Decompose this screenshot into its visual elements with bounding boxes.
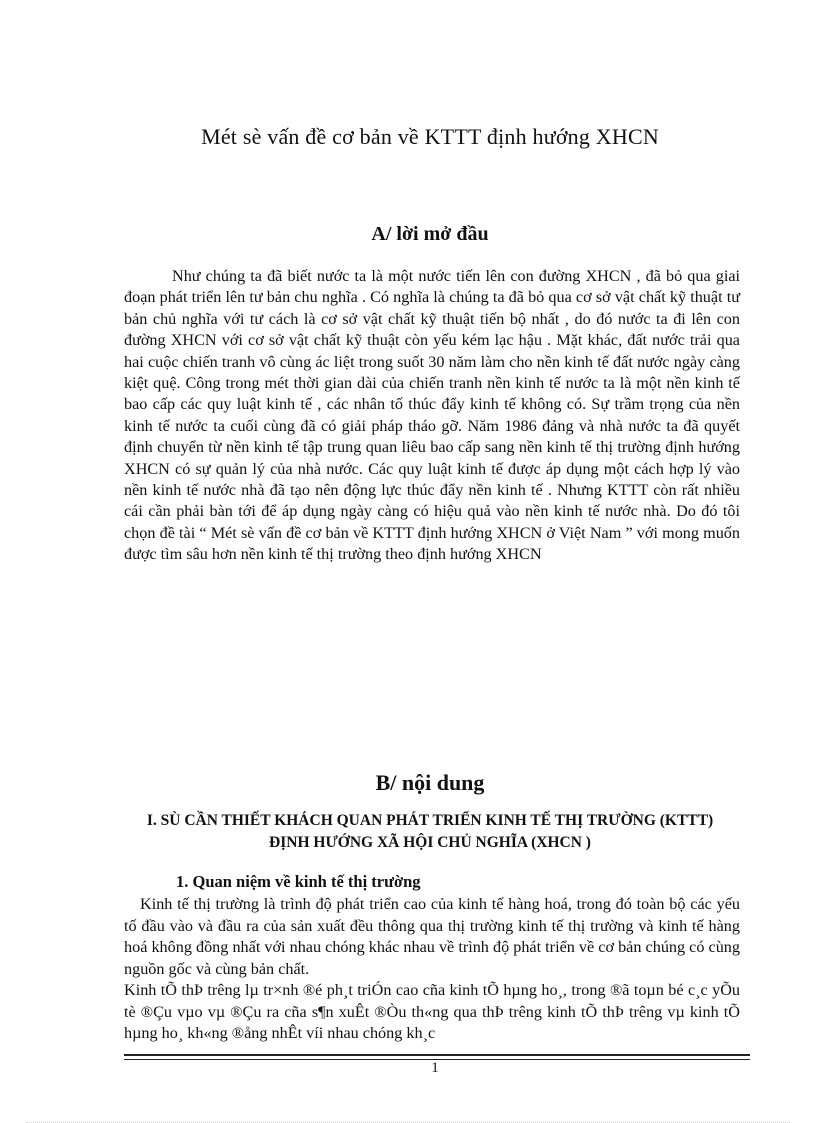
garbled-encoding-paragraph: Kinh tÕ thÞ trêng lµ tr×nh ®é ph¸t triÓn cao cña kinh tÕ hµng ho¸, trong ®ã toµn bé c¸c yÕu tè ®Çu vµo vµ ®Çu ra cña s¶n xuÊt ®Òu th«ng qua thÞ trêng kinh tÕ thÞ trêng vµ kinh tÕ hµng ho¸ kh«ng ®ång nhÊt víi nhau chóng kh¸c: [124, 981, 740, 1043]
document-title: Mét sè vấn đề cơ bản về KTTT định hướng XHCN: [201, 124, 659, 149]
subsection-heading: 1. Quan niệm về kinh tế thị trường: [176, 872, 421, 891]
introduction-paragraph: Như chúng ta đã biết nước ta là một nước tiến lên con đường XHCN , đã bỏ qua giai đoạn phát triển lên tư bản chu nghĩa . Có nghĩa là chúng ta đã bỏ qua cơ sở vật chất kỹ thuật tư bản chủ nghĩa với tư cách là cơ sở vật chất kỹ thuật tiến bộ nhất , do đó nước ta đi lên con đường XHCN với cơ sở vật chất kỹ thuật còn yếu kém lạc hậu . Mặt khác, đất nước trải qua hai cuộc chiến tranh vô cùng ác liệt trong suốt 30 năm làm cho nền kinh tế đất nước ngày càng kiệt quệ. Công trong mét thời gian dài của chiến tranh nền kinh tế nước ta là một nền kinh tế bao cấp các quy luật kinh tế , các nhân tố thúc đẩy kinh tế không có. Sự trầm trọng của nền kinh tế nước ta cuối cùng đã có giải pháp tháo gỡ. Năm 1986 đảng và nhà nước ta đã quyết định chuyển từ nền kinh tế tập trung quan liêu bao cấp sang nền kinh tế thị trường định hướng XHCN có sự quản lý của nhà nước. Các quy luật kinh tế được áp dụng một cách hợp lý vào nền kinh tế nước nhà đã tạo nên động lực thúc đẩy nền kinh tế . Nhưng KTTT còn rất nhiều cái cần phải bàn tới để áp dụng ngày càng có hiệu quả vào nền kinh tế nước nhà. Do đó tôi chọn đề tài “ Mét sè vấn đề cơ bản về KTTT định hướng XHCN ở Việt Nam ” với mong muốn được tìm sâu hơn nền kinh tế thị trường theo định hướng XHCN: [124, 267, 740, 564]
part-i-heading: I. SÙ CẦN THIẾT KHÁCH QUAN PHÁT TRIỂN KINH TẾ THỊ TRƯỜNG (KTTT) ĐỊNH HƯỚNG XÃ HỘI CHỦ NGHĨA (XHCN ): [146, 812, 714, 851]
section-b-heading: B/ nội dung: [375, 770, 485, 795]
section-a-heading: A/ lời mở đầu: [371, 223, 489, 245]
page-number: 1: [431, 1060, 439, 1076]
footer-rule-thick: [124, 1054, 750, 1056]
market-economy-paragraph: Kinh tế thị trường là trình độ phát triển cao của kinh tế hàng hoá, trong đó toàn bộ các yếu tố đầu vào và đầu ra của sản xuất đều thông qua thị trường kinh tế thị trường và kinh tế hàng hoá không đồng nhất với nhau chóng khác nhau về trình độ phát triển về cơ bản chúng có cùng nguồn gốc và cùng bản chất.: [124, 895, 740, 978]
